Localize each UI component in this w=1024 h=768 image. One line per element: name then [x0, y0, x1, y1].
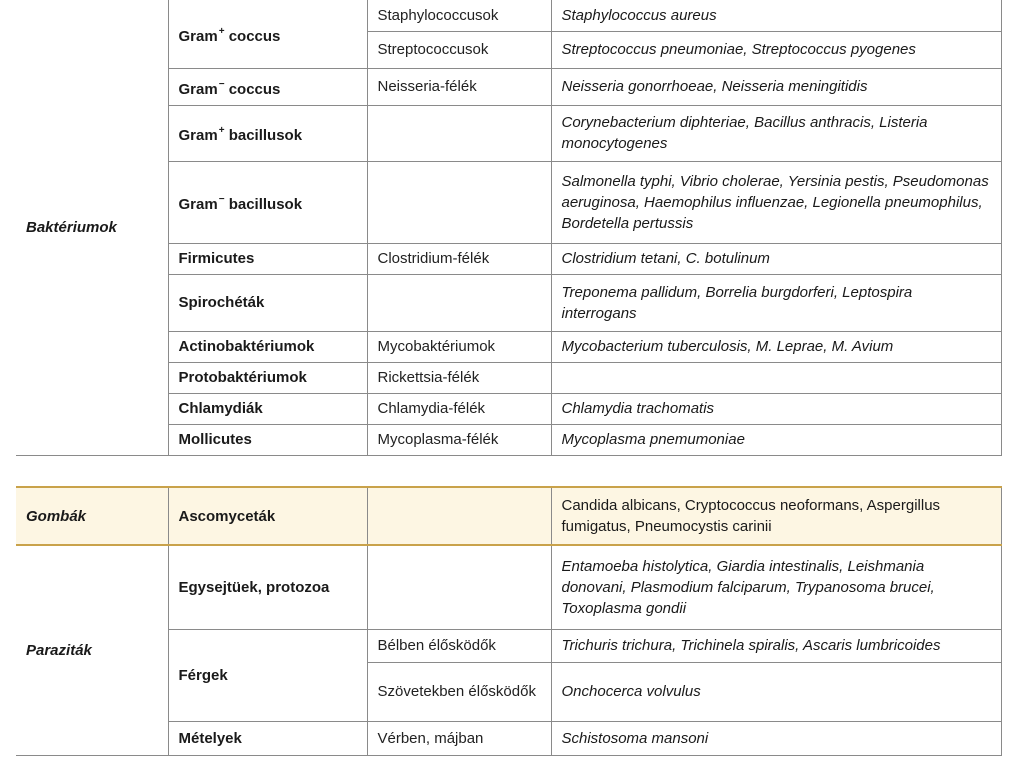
species-cell: Clostridium tetani, C. botulinum	[551, 243, 1001, 274]
kingdom-cell-bacteria: Baktériumok	[16, 0, 168, 455]
family-cell: Chlamydia-félék	[367, 393, 551, 424]
group-cell-proteobacteria: Protobaktériumok	[168, 362, 367, 393]
group-cell-ascomycetes: Ascomyceták	[168, 487, 367, 545]
species-cell: Onchocerca volvulus	[551, 662, 1001, 721]
gram-sign: +	[218, 25, 225, 37]
kingdom-cell-fungi: Gombák	[16, 487, 168, 545]
pathogen-classification-table	[16, 0, 1002, 456]
table-row	[16, 487, 1001, 545]
species-cell: Streptococcus pneumoniae, Streptococcus pyogenes	[551, 31, 1001, 68]
family-cell: Vérben, májban	[367, 721, 551, 755]
gram-sign: −	[218, 78, 225, 90]
group-label: Gram	[178, 27, 218, 45]
family-cell	[367, 274, 551, 331]
group-cell-gram-positive-bacillus	[168, 105, 367, 161]
gram-sign: −	[218, 194, 225, 205]
group-suffix: coccus	[224, 27, 281, 45]
species-cell: Candida albicans, Cryptococcus neoformans, Aspergillus fumigatus, Pneumocystis carinii	[551, 487, 1001, 545]
family-cell: Rickettsia-félék	[367, 362, 551, 393]
species-cell: Entamoeba histolytica, Giardia intestinalis, Leishmania donovani, Plasmodium falciparum, Trypanosoma brucei, Toxoplasma gondii	[551, 545, 1001, 629]
group-cell-worms: Férgek	[168, 629, 367, 721]
family-cell	[367, 545, 551, 629]
group-cell-chlamydia: Chlamydiák	[168, 393, 367, 424]
group-cell-spirochetes: Spirochéták	[168, 274, 367, 331]
group-cell-flukes: Mételyek	[168, 721, 367, 755]
species-cell: Neisseria gonorrhoeae, Neisseria meningitidis	[551, 68, 1001, 105]
family-cell: Mycoplasma-félék	[367, 424, 551, 455]
family-cell: Clostridium-félék	[367, 243, 551, 274]
family-cell: Szövetekben élősködők	[367, 662, 551, 721]
gram-sign: +	[218, 125, 225, 136]
family-cell	[367, 487, 551, 545]
species-cell: Trichuris trichura, Trichinela spiralis, Ascaris lumbricoides	[551, 629, 1001, 662]
species-cell: Staphylococcus aureus	[551, 0, 1001, 31]
group-cell-gram-negative-bacillus	[168, 161, 367, 243]
group-cell-protozoa: Egysejtüek, protozoa	[168, 545, 367, 629]
family-cell: Bélben élősködők	[367, 629, 551, 662]
family-cell	[367, 161, 551, 243]
species-cell: Treponema pallidum, Borrelia burgdorferi, Leptospira interrogans	[551, 274, 1001, 331]
group-label: Gram	[178, 80, 218, 98]
group-cell-gram-positive-coccus	[168, 0, 367, 68]
family-cell: Streptococcusok	[367, 31, 551, 68]
species-cell	[551, 362, 1001, 393]
species-cell: Corynebacterium diphteriae, Bacillus anthracis, Listeria monocytogenes	[551, 105, 1001, 161]
table-row	[16, 0, 1001, 31]
group-label: Gram	[178, 127, 218, 144]
group-cell-actinobacteria: Actinobaktériumok	[168, 331, 367, 362]
species-cell: Schistosoma mansoni	[551, 721, 1001, 755]
group-suffix: bacillusok	[224, 196, 303, 213]
kingdom-cell-parasites: Paraziták	[16, 545, 168, 755]
group-label: Gram	[178, 196, 218, 213]
group-suffix: coccus	[224, 80, 281, 98]
species-cell: Mycoplasma pnemumoniae	[551, 424, 1001, 455]
species-cell: Chlamydia trachomatis	[551, 393, 1001, 424]
table-row	[16, 545, 1001, 629]
family-cell	[367, 105, 551, 161]
group-suffix: bacillusok	[224, 127, 303, 144]
group-cell-gram-negative-coccus	[168, 68, 367, 105]
family-cell: Neisseria-félék	[367, 68, 551, 105]
family-cell: Mycobaktériumok	[367, 331, 551, 362]
species-cell: Mycobacterium tuberculosis, M. Leprae, M. Avium	[551, 331, 1001, 362]
pathogen-classification-table-lower	[16, 486, 1002, 756]
group-cell-firmicutes: Firmicutes	[168, 243, 367, 274]
species-cell: Salmonella typhi, Vibrio cholerae, Yersinia pestis, Pseudomonas aeruginosa, Haemophilus influenzae, Legionella pneumophilus, Bordetella pertussis	[551, 161, 1001, 243]
family-cell: Staphylococcusok	[367, 0, 551, 31]
group-cell-mollicutes: Mollicutes	[168, 424, 367, 455]
